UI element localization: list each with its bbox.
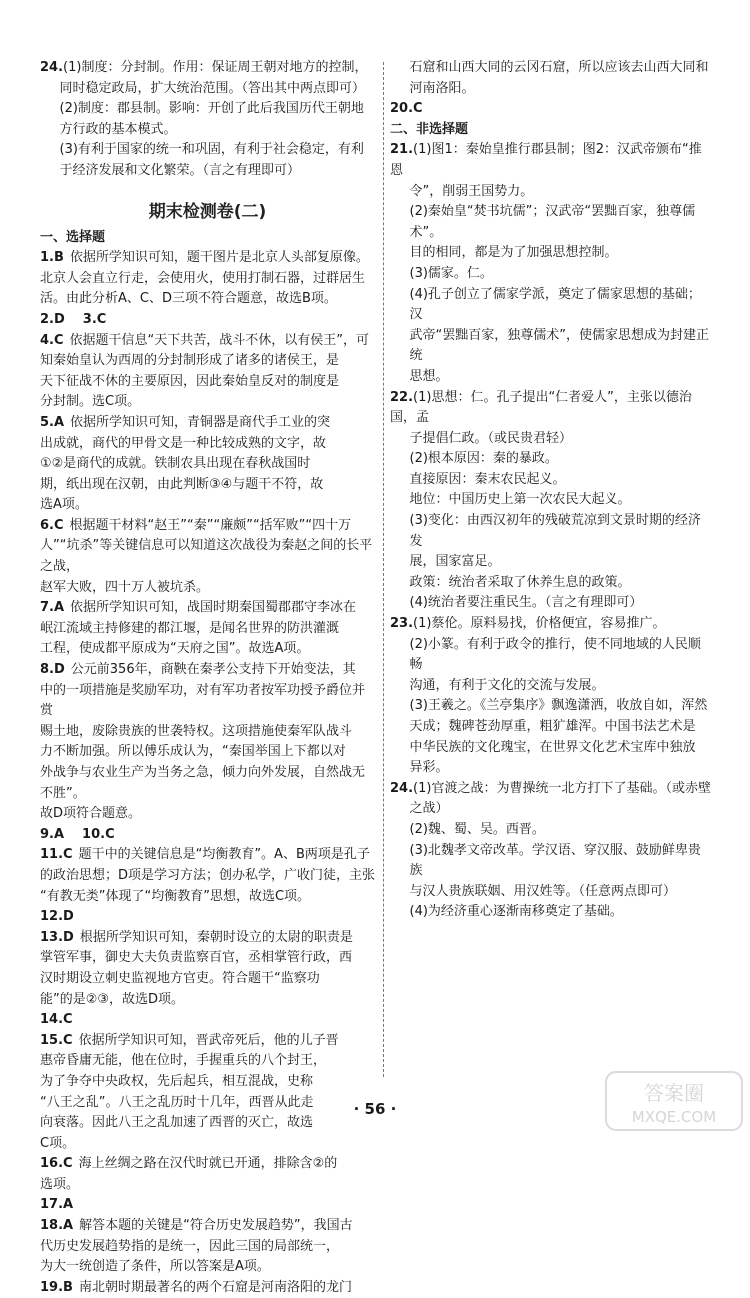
answer-line: 11.C 题干中的关键信息是“均衡教育”。A、B两项是孔子: [40, 847, 370, 863]
answer-number: 16.C: [40, 1156, 73, 1172]
watermark-logo: [604, 1070, 744, 1132]
answer-line: 汉时期设立刺史监视地方官吏。符合题干“监察功: [40, 970, 320, 986]
choice-answer: [40, 248, 375, 310]
answer-number: 8.D: [40, 662, 65, 678]
answer-line: 19.B 南北朝时期最著名的两个石窟是河南洛阳的龙门: [40, 1279, 352, 1295]
answer-number: 4.C: [40, 332, 64, 348]
answer-line: (4)统治者要注重民生。（言之有理即可）: [409, 595, 643, 611]
answer-number: 19.B: [40, 1279, 73, 1295]
answer-line: 赵军大败，四十万人被坑杀。: [40, 579, 210, 595]
answer-line: 2.D 3.C: [40, 311, 107, 327]
choice-answer: [40, 310, 375, 331]
answer-line: 18.A 解答本题的关键是“符合历史发展趋势”，我国古: [40, 1218, 353, 1234]
answer-number: 6.C: [40, 517, 64, 533]
answer-line: 岷江流域主持修建的都江堰，是闻名世界的防洪灌溉: [40, 620, 340, 636]
answer-line: C项。: [40, 1135, 76, 1151]
answer-line: 之战）: [409, 801, 449, 817]
answer-line: 赐土地，废除贵族的世袭特权。这项措施使秦军队战斗: [40, 723, 353, 739]
answer-number: 12.D: [40, 909, 74, 925]
text-line: 于经济发展和文化繁荣。（言之有理即可）: [59, 162, 301, 178]
choice-answer: [40, 1216, 375, 1278]
answer-line: 展，国家富足。: [409, 554, 501, 570]
column-divider: [383, 62, 384, 1077]
page-number: · 56 ·: [353, 1100, 397, 1118]
answer-line: (3)王羲之。《兰亭集序》飘逸潇洒，收放自如，浑然: [409, 698, 708, 714]
text-line: 同时稳定政局，扩大统治范围。（答出其中两点即可）: [59, 80, 366, 96]
answer-line: 13.D 根据所学知识可知，秦朝时设立的太尉的职责是: [40, 929, 353, 945]
answer-number: 20.C: [390, 101, 423, 117]
answer-line: ①②是商代的成就。铁制农具出现在春秋战国时: [40, 456, 311, 472]
answer-line: 令”，削弱王国势力。: [409, 183, 534, 199]
answer-line: 天下征战不休的主要原因，因此秦始皇反对的制度是: [40, 373, 340, 389]
choice-answer: [40, 1278, 375, 1298]
answer-line: 4.C 依据题干信息“天下共苦，战斗不休，以有侯王”，可: [40, 332, 370, 348]
answer-line: “有教无类”体现了“均衡教育”思想，故选C项。: [40, 888, 311, 904]
answer-line: 6.C 根据题干材料“赵王”“秦”“廉颇”“括军败”“四十万: [40, 517, 352, 533]
answer-line: 8.D 公元前356年，商鞅在秦孝公支持下开始变法，其: [40, 662, 356, 678]
answer-line: 地位：中国历史上第一次农民大起义。: [409, 492, 631, 508]
answer-line: [40, 1010, 375, 1031]
answer-number: 23.: [390, 616, 414, 632]
text-line: (3)有利于国家的统一和巩固，有利于社会稳定，有利: [59, 142, 364, 158]
answer-line: (2)秦始皇“焚书坑儒”；汉武帝“罢黜百家，独尊儒术”。: [409, 204, 696, 240]
section-heading: 一、选择题: [40, 229, 106, 245]
answer-line: 子提倡仁政。（或民贵君轻）: [409, 430, 573, 446]
text-line: 石窟和山西大同的云冈石窟，所以应该去山西大同和: [409, 60, 709, 75]
answer-line: 外战争与农业生产为当务之急，倾力向外发展，自然战无不胜”。: [40, 765, 366, 801]
answer-line: 思想。: [409, 368, 449, 384]
answer-line: 15.C 依据所学知识可知，晋武帝死后，他的儿子晋: [40, 1032, 339, 1048]
answer-line: 惠帝昏庸无能，他在位时，手握重兵的八个封王，: [40, 1053, 327, 1069]
answer-number: 5.A: [40, 414, 65, 430]
choice-answer: [40, 907, 375, 928]
answer-line: 目的相同，都是为了加强思想控制。: [409, 245, 618, 261]
section-heading: 二、非选择题: [390, 121, 469, 137]
answer-line: (4)孔子创立了儒家学派，奠定了儒家思想的基础；汉: [409, 286, 701, 323]
choice-answer: [40, 845, 375, 907]
answer-line: 人”“坑杀”等关键信息可以知道这次战役为秦赵之间的长平之战，: [40, 538, 373, 575]
answer-line: 为大一统创造了条件，所以答案是A项。: [40, 1259, 270, 1275]
answer-line: 为了争夺中央政权，先后起兵，相互混战，史称: [40, 1073, 314, 1089]
choice-answer: [40, 1195, 375, 1216]
answer-line: 能”的是②③，故选D项。: [40, 991, 185, 1007]
answer-number: 18.A: [40, 1218, 74, 1234]
answer-line: 5.A 依据所学知识可知，青铜器是商代手工业的突: [40, 414, 331, 430]
answer-line: 的政治思想；D项是学习方法；创办私学，广收门徒，主张: [40, 867, 376, 883]
answer-line: 工程，使成都平原成为“天府之国”。故选A项。: [40, 641, 310, 657]
answer-line: 代历史发展趋势指的是统一，因此三国的局部统一，: [40, 1238, 340, 1254]
answer-number: 7.A: [40, 600, 65, 616]
watermark-url: MXQE.COM: [631, 1108, 717, 1126]
answer-line: 武帝“罢黜百家，独尊儒术”，使儒家思想成为封建正统: [409, 327, 709, 364]
answer-line: 期，纸出现在汉朝，由此判断③④与题干不符，故: [40, 476, 324, 492]
answer-line: 知秦始皇认为西周的分封制形成了诸多的诸侯王，是: [40, 353, 340, 369]
answer-line: 力不断加强。所以傅乐成认为，“秦国举国上下都以对: [40, 744, 346, 760]
answer-number: 2.D: [40, 311, 65, 327]
answer-line: 22.(1)思想：仁。孔子提出“仁者爱人”，主张以德治国，孟: [390, 389, 692, 426]
essay-answer: [390, 614, 712, 779]
answer-line: 7.A 依据所学知识可知，战国时期秦国蜀郡郡守李冰在: [40, 600, 357, 616]
answer-number: 17.A: [40, 1197, 74, 1213]
answer-number: 15.C: [40, 1032, 73, 1048]
answer-line: 掌管军事，御史大夫负责监察百官，丞相掌管行政，西: [40, 950, 353, 966]
answer-line: 故D项符合题意。: [40, 806, 142, 822]
choice-answer: [40, 413, 375, 516]
answer-line: 北京人会直立行走，会使用火，使用打制石器，过群居生: [40, 270, 366, 286]
answer-line: 天成；魏碑苍劲厚重，粗犷雄浑。中国书法艺术是: [409, 719, 696, 734]
answer-number: 9.A: [40, 826, 65, 842]
answer-line: (2)根本原因：秦的暴政。: [409, 451, 558, 467]
answer-line: 分封制。选C项。: [40, 394, 141, 410]
answer-line: (3)变化：由西汉初年的残破荒凉到文景时期的经济发: [409, 513, 701, 549]
essay-answers-list: [390, 140, 712, 923]
answer-line: “八王之乱”。八王之乱历时十几年，西晋从此走: [40, 1094, 314, 1110]
section-title: 期末检测卷(二): [148, 201, 267, 222]
answer-line: 中的一项措施是奖励军功，对有军功者按军功授予爵位并赏: [40, 682, 366, 719]
answer-line: 16.C 海上丝绸之路在汉代时就已开通，排除含②的: [40, 1156, 338, 1172]
choice-answer: [40, 1154, 375, 1195]
answer-number: 1.B: [40, 250, 64, 266]
answer-line: 政策：统治者采取了休养生息的政策。: [409, 574, 631, 590]
answer-line: 1.B 依据所学知识可知，题干图片是北京人头部复原像。: [40, 250, 369, 266]
text-line: (2)制度：郡县制。影响：开创了此后我国历代王朝地: [59, 101, 364, 117]
essay-answer: [390, 140, 712, 387]
answer-number: 14.C: [40, 1012, 73, 1028]
text-line: 河南洛阳。: [409, 80, 475, 96]
answer-line: (3)儒家。仁。: [409, 265, 493, 281]
answer-line: 21.(1)图1：秦始皇推行郡县制；图2：汉武帝颁布“推恩: [390, 142, 702, 178]
answer-line: (4)为经济重心逐渐南移奠定了基础。: [409, 904, 623, 920]
essay-answer: [390, 779, 712, 923]
essay-answer: [390, 388, 712, 615]
text-line: 方行政的基本模式。: [59, 121, 177, 137]
answer-number: 24.: [390, 780, 414, 796]
answer-line: 24.(1)官渡之战：为曹操统一北方打下了基础。（或赤壁: [390, 780, 711, 796]
answer-line: 直接原因：秦末农民起义。: [409, 471, 566, 487]
answer-line: 选A项。: [40, 497, 88, 513]
answer-line: 向衰落。因此八王之乱加速了西晋的灭亡，故选: [40, 1115, 314, 1131]
answer-number: 21.: [390, 142, 414, 158]
answer-line: (3)北魏孝文帝改革。学汉语、穿汉服、鼓励鲜卑贵族: [409, 842, 701, 879]
answer-line: [40, 907, 375, 928]
choice-answer: [40, 516, 375, 598]
watermark-text: 答案圈: [644, 1081, 704, 1105]
answer-line: 沟通，有利于文化的交流与发展。: [409, 677, 605, 693]
answer-line: 中华民族的文化瑰宝，在世界文化艺术宝库中独放: [409, 739, 696, 755]
choice-answer: [40, 928, 375, 1010]
choice-answers-list: [40, 248, 375, 1298]
choice-answer: [40, 331, 375, 413]
answer-number: 13.D: [40, 929, 74, 945]
answer-line: 异彩。: [409, 760, 449, 776]
answer-number: 22.: [390, 389, 414, 405]
answer-line: 9.A 10.C: [40, 826, 115, 842]
answer-line: 与汉人贵族联姻、用汉姓等。（任意两点即可）: [409, 883, 677, 899]
answer-24-line: 24.(1)制度：分封制。作用：保证周王朝对地方的控制，: [40, 60, 368, 75]
right-column: [390, 58, 712, 923]
answer-line: (2)小篆。有利于政令的推行，使不同地域的人民顺畅: [409, 636, 701, 673]
answer-line: [40, 1195, 375, 1216]
answer-line: 选项。: [40, 1176, 80, 1192]
answer-line: 出成就，商代的甲骨文是一种比较成熟的文字，故: [40, 435, 327, 451]
answer-line: (2)魏、蜀、吴。西晋。: [409, 821, 545, 837]
choice-answer: [40, 598, 375, 660]
answer-number: 11.C: [40, 847, 73, 863]
choice-answer: [40, 1010, 375, 1031]
answer-line: 23.(1)蔡伦。原料易找，价格便宜，容易推广。: [390, 616, 666, 632]
choice-answer: [40, 825, 375, 846]
answer-line: 活。由此分析A、C、D三项不符合题意，故选B项。: [40, 291, 337, 307]
choice-answer: [40, 660, 375, 825]
